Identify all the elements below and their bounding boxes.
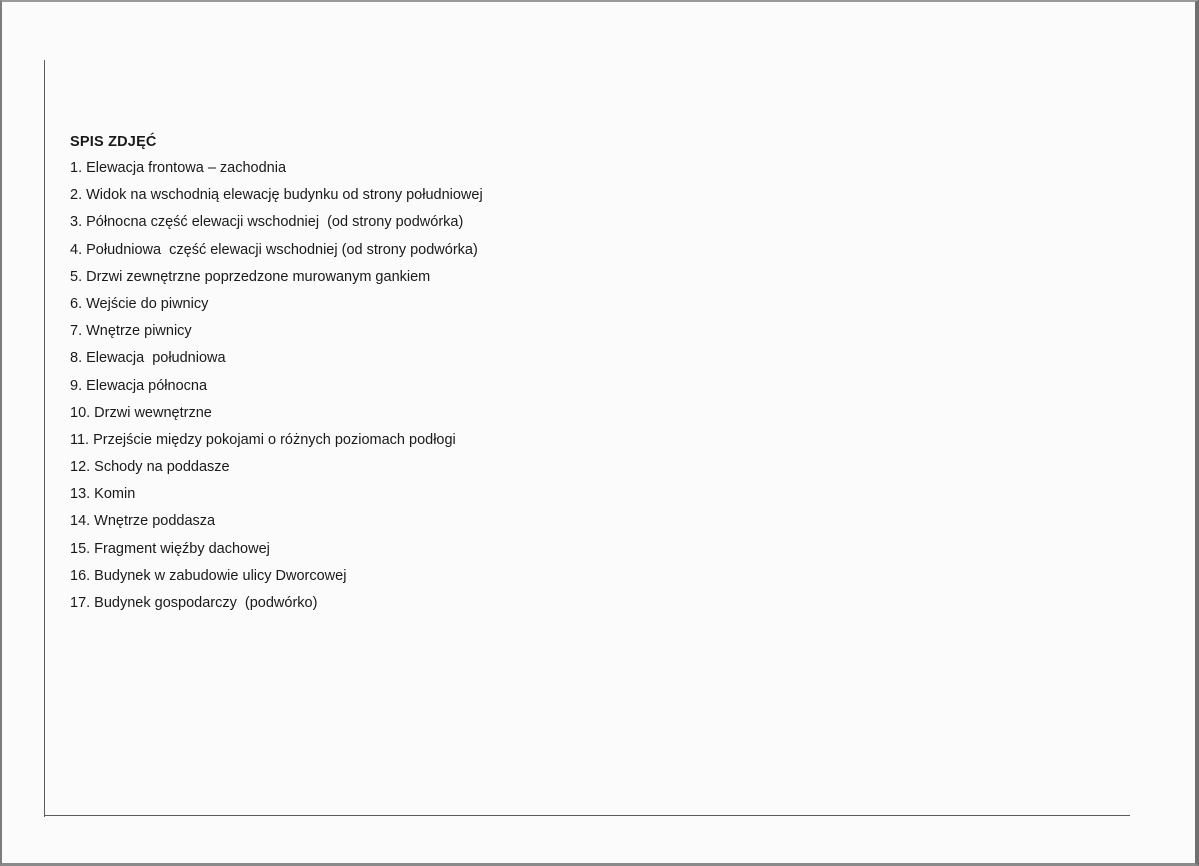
list-item: 9. Elewacja północna (70, 377, 208, 394)
list-item: 2. Widok na wschodnią elewację budynku od strony południowej (70, 187, 483, 204)
list-item: 5. Drzwi zewnętrzne poprzedzone murowanym gankiem (70, 268, 431, 285)
list-item: 3. Północna część elewacji wschodniej (od strony podwórka) (70, 214, 464, 231)
photo-list (70, 159, 770, 621)
list-item: 17. Budynek gospodarczy (podwórko) (70, 595, 318, 611)
list-item: 6. Wejście do piwnicy (70, 295, 209, 312)
list-item: 14. Wnętrze poddasza (70, 513, 216, 530)
frame-left-border (44, 60, 45, 817)
list-item: 15. Fragment więźby dachowej (70, 540, 270, 557)
list-item: 8. Elewacja południowa (70, 350, 226, 367)
document-title: SPIS ZDJĘĆ (70, 134, 157, 150)
list-item: 11. Przejście między pokojami o różnych poziomach podłogi (70, 431, 456, 448)
frame-bottom-border (44, 815, 1130, 816)
list-item: 7. Wnętrze piwnicy (70, 323, 192, 340)
document-content (70, 132, 770, 621)
list-item: 12. Schody na poddasze (70, 459, 230, 476)
list-item: 1. Elewacja frontowa – zachodnia (70, 160, 287, 176)
list-item: 10. Drzwi wewnętrzne (70, 404, 212, 421)
list-item: 16. Budynek w zabudowie ulicy Dworcowej (70, 567, 347, 584)
list-item: 4. Południowa część elewacji wschodniej (od strony podwórka) (70, 241, 478, 258)
list-item: 13. Komin (70, 486, 136, 503)
